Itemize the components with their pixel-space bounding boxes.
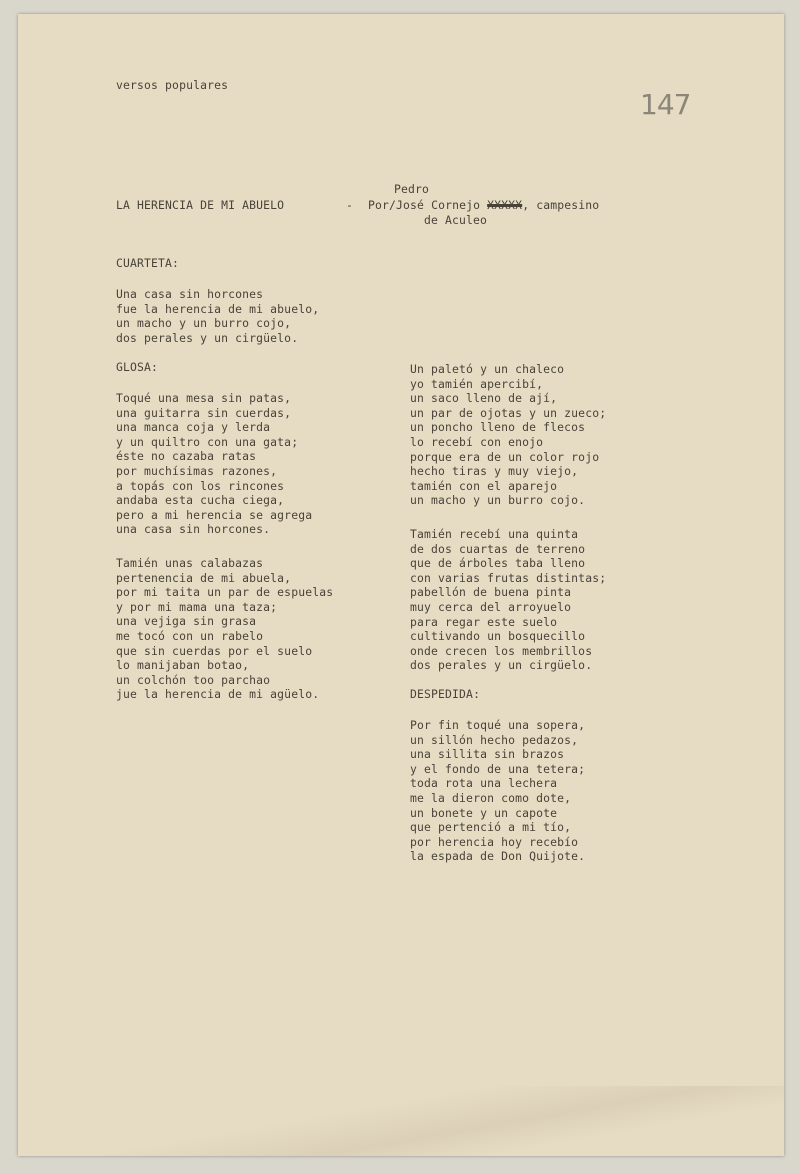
- inserted-name: Pedro: [394, 182, 430, 196]
- verse-line: por mi taita un par de espuelas: [116, 585, 334, 600]
- verse-line: una guitarra sin cuerdas,: [116, 405, 292, 420]
- verse-line: Un paletó y un chaleco: [410, 362, 565, 376]
- poem-title: LA HERENCIA DE MI ABUELO: [116, 198, 285, 212]
- struck-word: XXXXX: [487, 198, 523, 212]
- verse-line: dos perales y un cirgüelo.: [116, 330, 299, 345]
- verse-line: pertenencia de mi abuela,: [116, 570, 292, 585]
- verse-line: un par de ojotas y un zueco;: [410, 405, 607, 420]
- author-prefix: Por/José Cornejo: [368, 198, 481, 212]
- verse-line: por herencia hoy recebío: [410, 834, 579, 849]
- running-title: versos populares: [116, 78, 229, 92]
- verse-line: un bonete y un capote: [410, 805, 558, 820]
- despedida-stanza: [410, 718, 585, 864]
- author-location: de Aculeo: [424, 213, 488, 227]
- cuarteta-heading: CUARTETA:: [116, 256, 180, 270]
- verse-line: andaba esta cucha ciega,: [116, 493, 285, 508]
- verse-line: lo manijaban botao,: [116, 658, 250, 673]
- verse-line: pero a mi herencia se agrega: [116, 507, 313, 522]
- verse-line: tamién con el aparejo: [410, 478, 558, 493]
- verse-line: con varias frutas distintas;: [410, 570, 607, 585]
- verse-line: una casa sin horcones.: [116, 522, 271, 537]
- glosa-stanza-3: [410, 362, 606, 508]
- verse-line: que sin cuerdas por el suelo: [116, 643, 313, 658]
- author-suffix: , campesino: [522, 198, 600, 212]
- verse-line: que de árboles taba lleno: [410, 556, 586, 571]
- verse-line: me la dieron como dote,: [410, 790, 572, 805]
- verse-line: por muchísimas razones,: [116, 463, 278, 478]
- verse-line: un saco lleno de ají,: [410, 391, 558, 406]
- verse-line: Tamién unas calabazas: [116, 556, 264, 570]
- verse-line: Tamién recebí una quinta: [410, 527, 579, 541]
- verse-line: Toqué una mesa sin patas,: [116, 391, 292, 405]
- verse-line: dos perales y un cirgüelo.: [410, 658, 593, 673]
- title-dash: -: [346, 198, 354, 212]
- verse-line: y un quiltro con una gata;: [116, 434, 299, 449]
- folio-number: 147: [640, 88, 691, 121]
- verse-line: onde crecen los membrillos: [410, 643, 593, 658]
- glosa-stanza-4: [410, 527, 606, 673]
- verse-line: me tocó con un rabelo: [116, 628, 264, 643]
- verse-line: una sillita sin brazos: [410, 747, 565, 762]
- verse-line: y por mi mama una taza;: [116, 599, 278, 614]
- paper-fold-shadow: [18, 1086, 784, 1156]
- verse-line: un macho y un burro cojo.: [410, 493, 586, 508]
- verse-line: un sillón hecho pedazos,: [410, 732, 579, 747]
- verse-line: toda rota una lechera: [410, 776, 558, 791]
- verse-line: éste no cazaba ratas: [116, 449, 257, 464]
- verse-line: a topás con los rincones: [116, 478, 285, 493]
- glosa-heading: GLOSA:: [116, 360, 159, 374]
- despedida-heading: DESPEDIDA:: [410, 687, 481, 701]
- verse-line: muy cerca del arroyuelo: [410, 599, 572, 614]
- verse-line: una manca coja y lerda: [116, 420, 271, 435]
- verse-line: lo recebí con enojo: [410, 434, 544, 449]
- verse-line: pabellón de buena pinta: [410, 585, 572, 600]
- verse-line: que pertenció a mi tío,: [410, 820, 572, 835]
- verse-line: hecho tiras y muy viejo,: [410, 464, 579, 479]
- verse-line: fue la herencia de mi abuelo,: [116, 301, 320, 316]
- verse-line: Por fin toqué una sopera,: [410, 718, 586, 732]
- verse-line: y el fondo de una tetera;: [410, 761, 586, 776]
- glosa-stanza-2: [116, 556, 333, 702]
- verse-line: un colchón too parchao: [116, 672, 271, 687]
- verse-line: la espada de Don Quijote.: [410, 849, 586, 864]
- verse-line: un macho y un burro cojo,: [116, 316, 292, 331]
- verse-line: de dos cuartas de terreno: [410, 541, 586, 556]
- cuarteta-stanza: [116, 287, 319, 345]
- glosa-stanza-1: [116, 391, 312, 537]
- verse-line: yo tamién apercibí,: [410, 376, 544, 391]
- verse-line: porque era de un color rojo: [410, 449, 600, 464]
- verse-line: una vejiga sin grasa: [116, 614, 257, 629]
- verse-line: para regar este suelo: [410, 614, 558, 629]
- verse-line: Una casa sin horcones: [116, 287, 264, 301]
- verse-line: jue la herencia de mi agüelo.: [116, 687, 320, 702]
- author-line: [368, 198, 599, 213]
- verse-line: cultivando un bosquecillo: [410, 629, 586, 644]
- verse-line: un poncho lleno de flecos: [410, 420, 586, 435]
